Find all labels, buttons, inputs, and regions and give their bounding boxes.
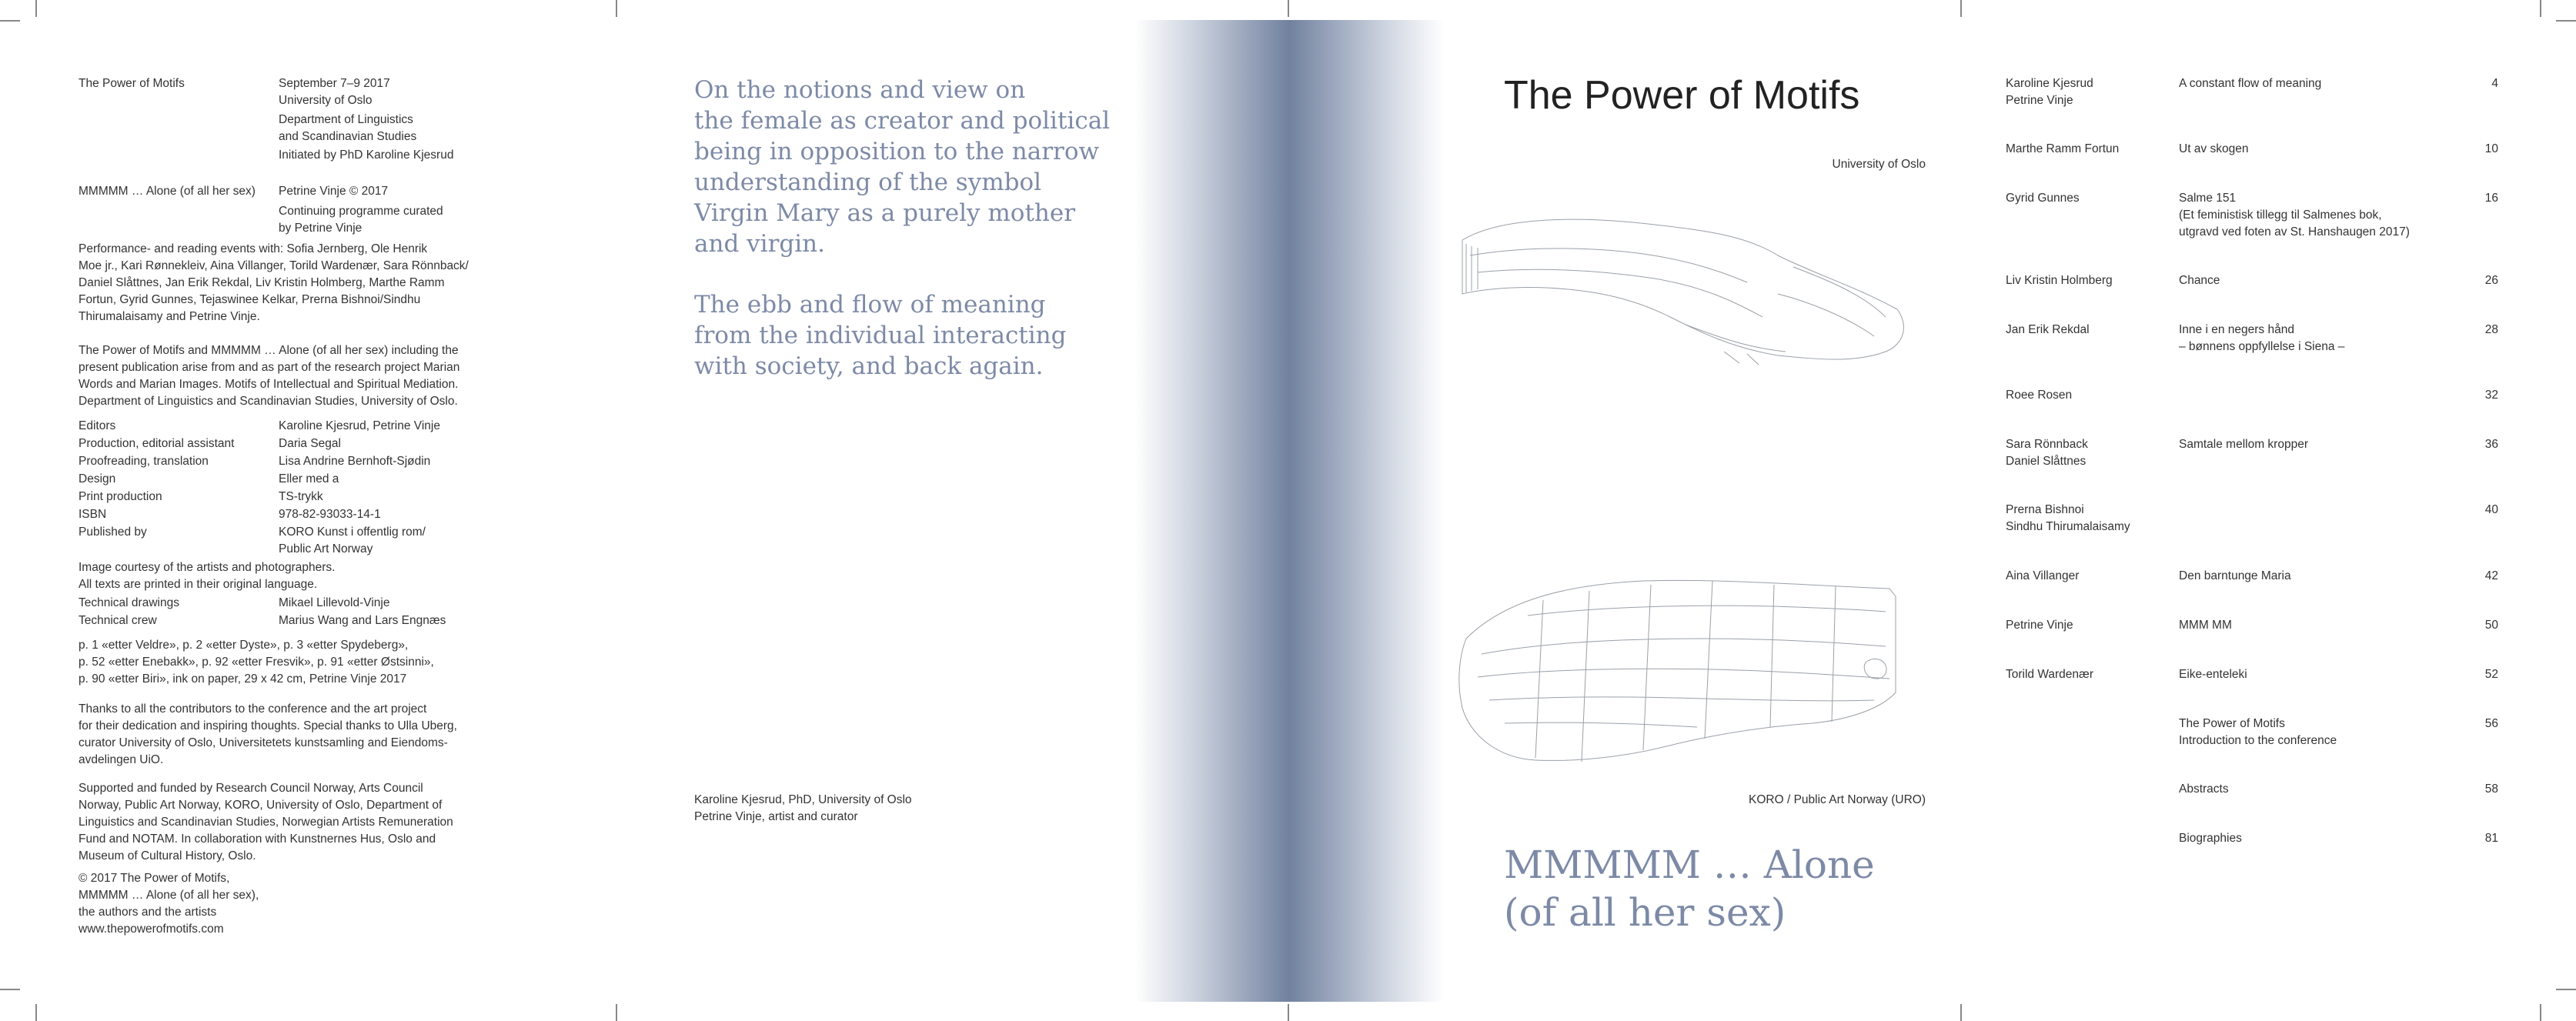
quote-1: On the notions and view on the female as creator and political being in opposition to the narrow understanding of the symbol Virgin Mary as a purely mother and virgin. (694, 76, 1111, 258)
toc-author: Sara Rönnback Daniel Slåttnes (2006, 438, 2088, 468)
toc-title: Den barntunge Maria (2179, 569, 2291, 582)
crop-mark (35, 0, 37, 17)
credit-value: TS-trykk (279, 490, 323, 503)
credit-key: Proofreading, translation (79, 455, 209, 468)
toc-title: A constant flow of meaning (2179, 77, 2322, 90)
toc-author: Petrine Vinje (2006, 619, 2073, 632)
credit-value: Eller med a (279, 472, 339, 485)
credit-key: Technical drawings (79, 596, 179, 609)
toc-title: MMM MM (2179, 619, 2232, 632)
toc-author: Roee Rosen (2006, 389, 2073, 402)
colophon-value: September 7–9 2017 University of Oslo (279, 77, 390, 107)
toc-title: The Power of Motifs Introduction to the conference (2179, 717, 2337, 747)
credit-key: ISBN (79, 508, 107, 521)
toc-page: 58 (2484, 782, 2498, 796)
toc-page: 36 (2484, 438, 2498, 451)
credit-value: 978-82-93033-14-1 (279, 508, 381, 521)
toc-title: Chance (2179, 274, 2220, 287)
credit-key: Print production (79, 490, 162, 503)
image-courtesy-text: Image courtesy of the artists and photographers. All texts are printed in their original language. (79, 561, 336, 591)
copyright-text: © 2017 The Power of Motifs, MMMMM … Alone (of all her sex), the authors and the artists www.thepowerofmotifs.com (79, 872, 259, 936)
toc-page: 52 (2484, 668, 2498, 681)
colophon-value: Initiated by PhD Karoline Kjesrud (279, 148, 454, 162)
credit-value: Daria Segal (279, 437, 341, 450)
toc-author: Prerna Bishnoi Sindhu Thirumalaisamy (2006, 503, 2130, 533)
crop-mark (1288, 1004, 1289, 1021)
toc-author: Marthe Ramm Fortun (2006, 142, 2120, 155)
toc-title: Ut av skogen (2179, 142, 2249, 155)
toc-page: 4 (2491, 77, 2498, 90)
toc-page: 16 (2484, 192, 2498, 205)
colophon-value: Department of Linguistics and Scandinavian Studies (279, 113, 417, 143)
toc-author: Liv Kristin Holmberg (2006, 274, 2113, 287)
toc-page: 56 (2484, 717, 2498, 730)
toc-author: Torild Wardenær (2006, 668, 2093, 681)
thanks-text: Thanks to all the contributors to the conference and the art project for their dedication and inspiring thoughts. Special thanks to Ulla Uberg, curator University of Oslo, Universitetets kunstsamling and Eiendoms- avdelingen UiO. (79, 702, 457, 766)
crop-mark (1288, 0, 1289, 17)
crop-mark (1960, 0, 1962, 17)
toc-page: 50 (2484, 619, 2498, 632)
crop-mark (2540, 1004, 2541, 1021)
credit-key: Editors (79, 419, 116, 432)
crop-mark (2556, 989, 2576, 990)
toc-page: 81 (2484, 832, 2498, 845)
credit-value: KORO Kunst i offentlig rom/ Public Art Norway (279, 526, 426, 556)
crop-mark (35, 1004, 37, 1021)
colophon-key: MMMMM … Alone (of all her sex) (79, 185, 256, 198)
crop-mark (2556, 20, 2576, 22)
toc-title: Abstracts (2179, 782, 2229, 796)
cover-subtitle: MMMMM … Alone (of all her sex) (1504, 842, 1875, 935)
crop-mark (616, 1004, 617, 1021)
toc-title: Eike-enteleki (2179, 668, 2247, 681)
toc-author: Jan Erik Rekdal (2006, 323, 2090, 336)
colophon-value: Continuing programme curated by Petrine Vinje (279, 205, 443, 235)
funding-text: Supported and funded by Research Council Norway, Arts Council Norway, Public Art Norway, KORO, University of Oslo, Department of Linguistics and Scandinavian Studies, Norwegian Artists Remuneration Fund and NOTAM. In collaboration with Kunstnernes Hus, Oslo and Museum of Cultural History, Oslo. (79, 782, 453, 863)
credit-key: Published by (79, 526, 147, 539)
toc-author: Aina Villanger (2006, 569, 2080, 582)
toc-page: 26 (2484, 274, 2498, 287)
toc-page: 40 (2484, 503, 2498, 516)
research-text: The Power of Motifs and MMMMM … Alone (of all her sex) including the present publication arise from and as part of the research project Marian Words and Marian Images. Motifs of Intellectual and Spiritual Mediation. Department of Linguistics and Scandinavian Studies, University of Oslo. (79, 344, 460, 408)
credit-key: Design (79, 472, 116, 485)
toc-page: 42 (2484, 569, 2498, 582)
toc-page: 10 (2484, 142, 2498, 155)
toc-page: 32 (2484, 389, 2498, 402)
motif-drawing-2 (1451, 569, 1905, 769)
credit-value: Mikael Lillevold-Vinje (279, 596, 390, 609)
toc-title: Salme 151 (Et feministisk tillegg til Salmenes bok, utgravd ved foten av St. Hanshaugen 2017) (2179, 192, 2410, 239)
cover-title: The Power of Motifs (1504, 73, 1860, 118)
crop-mark (0, 20, 20, 22)
credit-value: Lisa Andrine Bernhoft-Sjødin (279, 455, 431, 468)
toc-title: Biographies (2179, 832, 2242, 845)
cover-institution: University of Oslo (1832, 158, 1926, 171)
credit-value: Marius Wang and Lars Engnæs (279, 614, 446, 627)
crop-mark (616, 0, 617, 17)
authors-credit: Karoline Kjesrud, PhD, University of Oslo Petrine Vinje, artist and curator (694, 793, 912, 823)
quote-2: The ebb and flow of meaning from the individual interacting with society, and back again. (694, 291, 1067, 380)
toc-author: Karoline Kjesrud Petrine Vinje (2006, 77, 2093, 107)
crop-mark (2540, 0, 2541, 17)
gradient-band (1134, 20, 1444, 1002)
crop-mark (1960, 1004, 1962, 1021)
cover-publisher: KORO / Public Art Norway (URO) (1749, 793, 1926, 806)
toc-title: Samtale mellom kropper (2179, 438, 2308, 451)
toc-author: Gyrid Gunnes (2006, 192, 2080, 205)
toc-title: Inne i en negers hånd – bønnens oppfyllelse i Siena – (2179, 323, 2345, 353)
colophon-value: Petrine Vinje © 2017 (279, 185, 389, 198)
toc-page: 28 (2484, 323, 2498, 336)
credit-value: Karoline Kjesrud, Petrine Vinje (279, 419, 440, 432)
performance-text: Performance- and reading events with: Sofia Jernberg, Ole Henrik Moe jr., Kari Rønnekleiv, Aina Villanger, Torild Wardenær, Sara Rönnback/ Daniel Slåttnes, Jan Erik Rekdal, Liv Kristin Holmberg, Marthe Ramm Fortun, Gyrid Gunnes, Tejaswinee Kelkar, Prerna Bishnoi/Sindhu Thirumalaisamy and Petrine Vinje. (79, 242, 469, 323)
credit-key: Production, editorial assistant (79, 437, 235, 450)
crop-mark (0, 989, 20, 990)
plates-text: p. 1 «etter Veldre», p. 2 «etter Dyste», p. 3 «etter Spydeberg», p. 52 «etter Enebakk», p. 92 «etter Fresvik», p. 91 «etter Østsinni», p. 90 «etter Biri», ink on paper, 29 x 42 cm, Petrine Vinje 2017 (79, 639, 434, 686)
credit-key: Technical crew (79, 614, 157, 627)
colophon-key: The Power of Motifs (79, 77, 185, 90)
motif-drawing-1 (1455, 202, 1916, 379)
